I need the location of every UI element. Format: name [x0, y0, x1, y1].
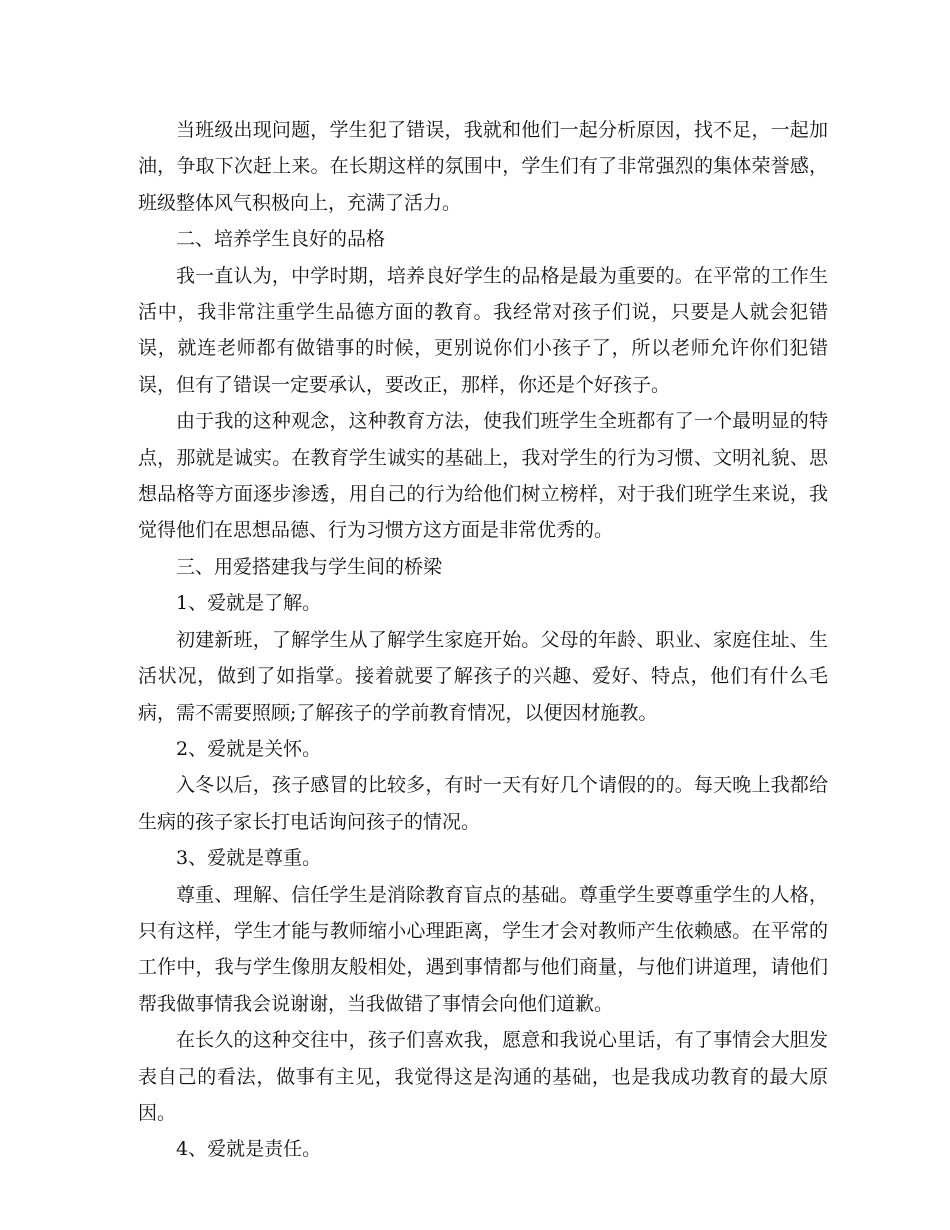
paragraph-long-interaction: 在长久的这种交往中，孩子们喜欢我，愿意和我说心里话，有了事情会大胆发表自己的看法，做事有主见，我觉得这是沟通的基础，也是我成功教育的最大原因。	[138, 1029, 828, 1124]
heading-section-two: 二、培养学生良好的品格	[176, 228, 386, 251]
paragraph-character-importance: 我一直认为，中学时期，培养良好学生的品格是最为重要的。在平常的工作生活中，我非常注重学生品德方面的教育。我经常对孩子们说，只要是人就会犯错误，就连老师都有做错事的时候，更别说你们小孩子了，所以老师允许你们犯错误，但有了错误一定要承认，要改正，那样，你还是个好孩子。	[138, 264, 828, 396]
paragraph-class-problems: 当班级出现问题，学生犯了错误，我就和他们一起分析原因，找不足，一起加油，争取下次赶上来。在长期这样的氛围中，学生们有了非常强烈的集体荣誉感，班级整体风气积极向上，充满了活力。	[138, 119, 828, 214]
subheading-love-respect: 3、爱就是尊重。	[176, 847, 322, 870]
heading-section-three: 三、用爱搭建我与学生间的桥梁	[176, 555, 443, 578]
subheading-love-responsibility: 4、爱就是责任。	[176, 1138, 322, 1161]
paragraph-honesty: 由于我的这种观念，这种教育方法，使我们班学生全班都有了一个最明显的特点，那就是诚实。在教育学生诚实的基础上，我对学生的行为习惯、文明礼貌、思想品格等方面逐步渗透，用自己的行为给他们树立榜样，对于我们班学生来说，我觉得他们在思想品德、行为习惯方这方面是非常优秀的。	[138, 410, 828, 542]
document-body	[138, 112, 828, 1168]
paragraph-winter-colds: 入冬以后，孩子感冒的比较多，有时一天有好几个请假的的。每天晚上我都给生病的孩子家长打电话询问孩子的情况。	[138, 774, 828, 833]
paragraph-new-class: 初建新班，了解学生从了解学生家庭开始。父母的年龄、职业、家庭住址、生活状况，做到了如指掌。接着就要了解孩子的兴趣、爱好、特点，他们有什么毛病，需不需要照顾;了解孩子的学前教育情况，以便因材施教。	[138, 628, 828, 724]
subheading-love-care: 2、爱就是关怀。	[176, 737, 322, 760]
paragraph-respect-students: 尊重、理解、信任学生是消除教育盲点的基础。尊重学生要尊重学生的人格，只有这样，学生才能与教师缩小心理距离，学生才会对教师产生依赖感。在平常的工作中，我与学生像朋友般相处，遇到事情都与他们商量，与他们讲道理，请他们帮我做事情我会说谢谢，当我做错了事情会向他们道歉。	[138, 883, 828, 1015]
subheading-love-understanding: 1、爱就是了解。	[176, 592, 322, 615]
